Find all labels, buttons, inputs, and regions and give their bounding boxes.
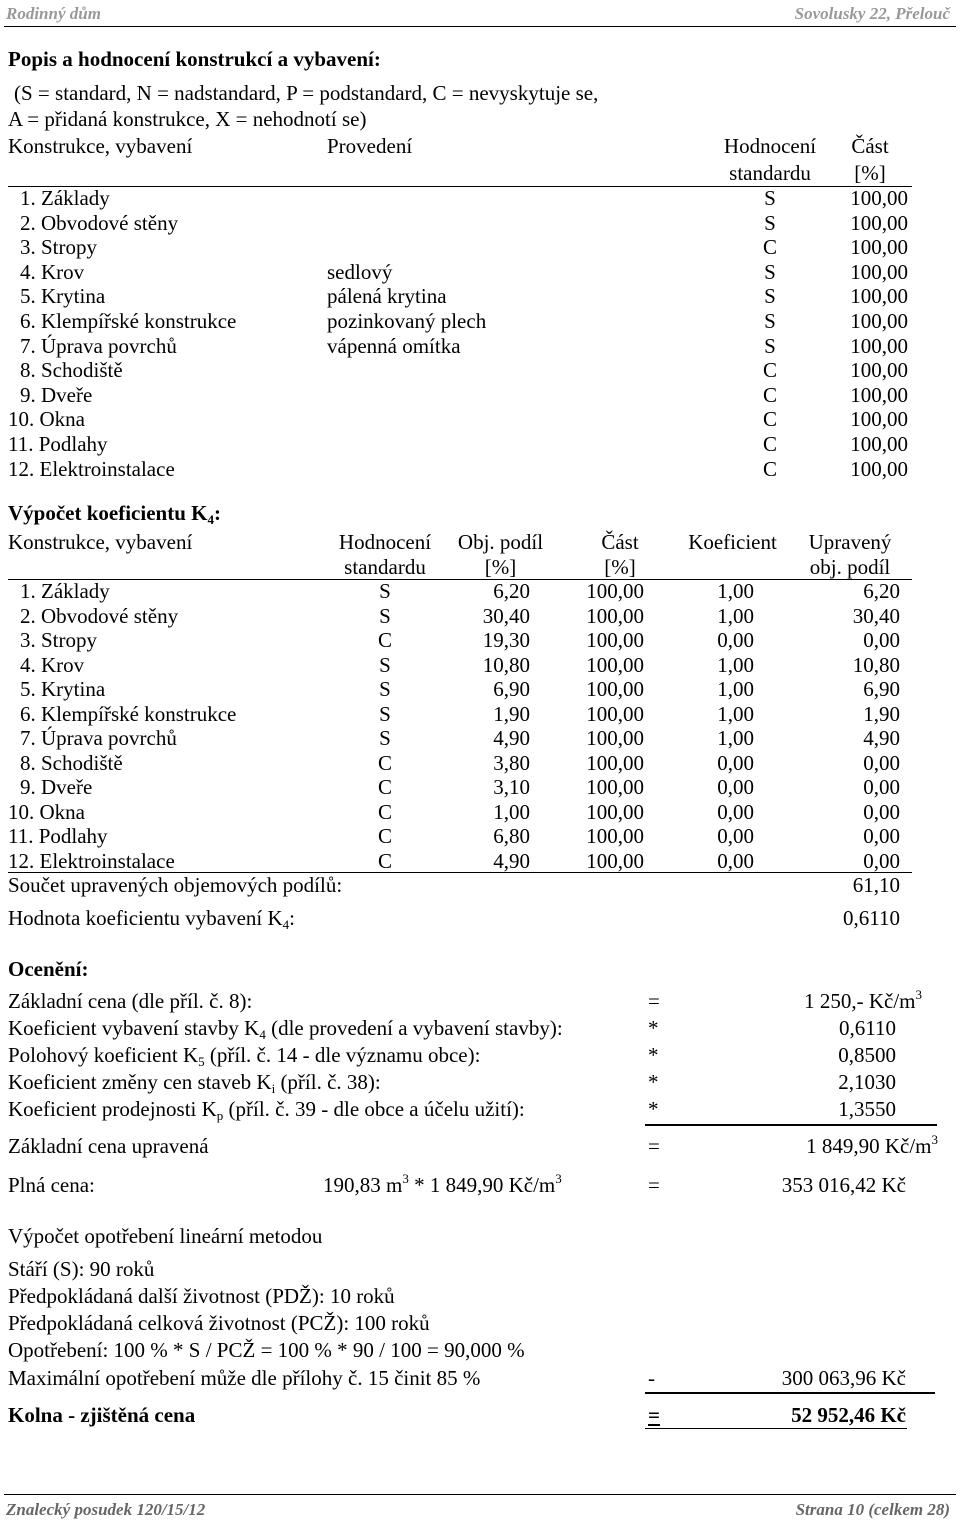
s2-row-name: 10. Okna bbox=[8, 799, 85, 824]
s1-row-cast: 100,00 bbox=[850, 432, 908, 456]
s1-row-cast: 100,00 bbox=[850, 407, 908, 432]
soucet-value: 61,10 bbox=[852, 873, 900, 897]
s1-row-hodnoceni: S bbox=[764, 309, 776, 333]
s2-row-hodnoceni: C bbox=[377, 750, 392, 775]
s1-row-hodnoceni: S bbox=[764, 259, 776, 284]
s2-row-cast: 100,00 bbox=[586, 603, 644, 628]
s2-row-name: 3. Stropy bbox=[20, 628, 98, 652]
s2-row-hodnoceni: S bbox=[379, 579, 391, 603]
s2-row-obj: 4,90 bbox=[493, 848, 530, 873]
stari-line: Stáří (S): 90 roků bbox=[8, 1257, 155, 1281]
s1-row-name: 6. Klempířské konstrukce bbox=[20, 309, 237, 333]
section2-title: Výpočet koeficientu $K_4$: bbox=[8, 501, 221, 527]
plna-calc: 190,83 $m^3 * 1$ 849,90 $Kč/m^3$ bbox=[323, 1171, 562, 1197]
section3-title: Ocenění: bbox=[8, 957, 89, 981]
s2-col-obj-1: Obj. podíl bbox=[457, 530, 544, 554]
s1-row-cast: 100,00 bbox=[850, 210, 908, 235]
s2-row-upraveny: 1,90 bbox=[863, 701, 900, 726]
s1-row-provedeni: sedlový bbox=[327, 259, 393, 284]
ki-label: Koeficient změny cen staveb $K_i$ (příl. č. 38): bbox=[8, 1070, 381, 1096]
s1-row-name: 9. Dveře bbox=[20, 382, 93, 407]
s1-row-hodnoceni: C bbox=[762, 456, 777, 481]
s2-row-hodnoceni: C bbox=[377, 775, 392, 799]
s2-row-upraveny: 0,00 bbox=[863, 848, 900, 873]
upravena-value: 1 849,90 $Kč/m^3$ bbox=[806, 1132, 938, 1158]
s2-row-upraveny: 30,40 bbox=[852, 603, 900, 628]
section1-legend-line2: A = přidaná konstrukce, X = nehodnotí se) bbox=[8, 107, 367, 131]
k5-op: * bbox=[648, 1043, 659, 1067]
s1-row-name: 11. Podlahy bbox=[8, 432, 108, 456]
pcz-line: Předpokládaná celková životnost (PCŽ): 100 roků bbox=[8, 1311, 430, 1335]
s2-row-hodnoceni: S bbox=[379, 652, 391, 677]
header-rule bbox=[4, 26, 956, 27]
kp-value: 1,3550 bbox=[838, 1097, 896, 1121]
s1-col-hodnoceni-2: standardu bbox=[729, 161, 811, 185]
s1-row-provedeni: pálená krytina bbox=[327, 284, 447, 309]
plna-label: Plná cena: bbox=[8, 1173, 95, 1197]
s2-col-cast-1: Část bbox=[601, 530, 639, 554]
s1-row-cast: 100,00 bbox=[850, 358, 908, 383]
s2-row-name: 11. Podlahy bbox=[8, 824, 108, 848]
s1-row-hodnoceni: C bbox=[762, 358, 777, 383]
final-label: Kolna - zjištěná cena bbox=[8, 1403, 196, 1427]
s1-row-hodnoceni: S bbox=[764, 210, 776, 235]
s2-row-obj: 3,80 bbox=[493, 750, 530, 775]
s2-row-hodnoceni: C bbox=[377, 799, 392, 824]
footer-rule bbox=[4, 1494, 956, 1495]
s1-row-name: 1. Základy bbox=[20, 186, 110, 210]
s2-row-koef: 0,00 bbox=[717, 824, 754, 848]
upravena-op: = bbox=[648, 1134, 660, 1158]
k4-label: Koeficient vybavení stavby $K_4$ (dle provedení a vybavení stavby): bbox=[8, 1016, 563, 1042]
ki-value: 2,1030 bbox=[838, 1070, 896, 1094]
s2-row-hodnoceni: C bbox=[377, 824, 392, 848]
s2-col-koeficient: Koeficient bbox=[688, 530, 777, 554]
final-rule bbox=[645, 1428, 907, 1429]
k4-value: 0,6110 bbox=[839, 1016, 896, 1040]
s2-row-name: 8. Schodiště bbox=[20, 750, 123, 775]
s1-row-name: 8. Schodiště bbox=[20, 358, 123, 383]
s2-row-cast: 100,00 bbox=[586, 652, 644, 677]
s1-col-provedeni: Provedení bbox=[327, 134, 413, 158]
s2-row-cast: 100,00 bbox=[586, 726, 644, 750]
s2-row-cast: 100,00 bbox=[586, 701, 644, 726]
s1-row-name: 4. Krov bbox=[20, 259, 85, 284]
s2-row-upraveny: 0,00 bbox=[863, 775, 900, 799]
s2-row-name: 2. Obvodové stěny bbox=[20, 603, 179, 628]
s1-row-name: 5. Krytina bbox=[20, 284, 106, 309]
s2-row-obj: 3,10 bbox=[493, 775, 530, 799]
s2-row-koef: 0,00 bbox=[717, 750, 754, 775]
s2-row-name: 9. Dveře bbox=[20, 775, 93, 799]
s1-row-name: 3. Stropy bbox=[20, 235, 98, 260]
zakladni-op: = bbox=[648, 989, 660, 1013]
s2-row-hodnoceni: C bbox=[377, 848, 392, 873]
s1-col-konstrukce: Konstrukce, vybavení bbox=[8, 134, 193, 158]
s2-row-upraveny: 10,80 bbox=[852, 652, 900, 677]
zakladni-label: Základní cena (dle příl. č. 8): bbox=[8, 989, 253, 1013]
max-op: - bbox=[648, 1366, 655, 1390]
s1-row-hodnoceni: S bbox=[764, 186, 776, 210]
plna-op: = bbox=[648, 1173, 660, 1197]
final-op: = bbox=[648, 1403, 660, 1427]
section1-legend-line1: (S = standard, N = nadstandard, P = podstandard, C = nevyskytuje se, bbox=[14, 81, 599, 105]
s2-row-koef: 0,00 bbox=[717, 799, 754, 824]
opotrebeni-line: Opotřebení: 100 % * S / PCŽ = 100 % * 90 / 100 = 90,000 % bbox=[8, 1338, 525, 1362]
s2-col-cast-2: [%] bbox=[604, 555, 636, 579]
s1-row-cast: 100,00 bbox=[850, 186, 908, 210]
hodnota-label: Hodnota koeficientu vybavení $K_4$: bbox=[8, 906, 296, 932]
plna-value: 353 016,42 Kč bbox=[781, 1173, 906, 1197]
kp-op: * bbox=[648, 1097, 659, 1121]
s2-row-koef: 1,00 bbox=[717, 652, 754, 677]
s1-row-hodnoceni: S bbox=[764, 284, 776, 309]
s1-row-name: 7. Úprava povrchů bbox=[20, 333, 177, 358]
zakladni-value: 1 250,- $Kč/m^3$ bbox=[804, 987, 922, 1013]
s2-col-hodnoceni-1: Hodnocení bbox=[338, 530, 432, 554]
s2-row-koef: 0,00 bbox=[717, 848, 754, 873]
s2-col-hodnoceni-2: standardu bbox=[344, 555, 426, 579]
s2-row-upraveny: 6,90 bbox=[863, 677, 900, 701]
s2-row-name: 7. Úprava povrchů bbox=[20, 726, 177, 750]
s2-col-upraveny-1: Upravený bbox=[808, 530, 892, 554]
s2-row-name: 6. Klempířské konstrukce bbox=[20, 701, 237, 726]
s2-row-name: 12. Elektroinstalace bbox=[8, 848, 175, 873]
s1-row-cast: 100,00 bbox=[850, 456, 908, 481]
s2-row-hodnoceni: S bbox=[379, 701, 391, 726]
s1-row-name: 10. Okna bbox=[8, 407, 85, 432]
s1-row-provedeni: pozinkovaný plech bbox=[327, 309, 487, 333]
s2-row-obj: 10,80 bbox=[482, 652, 530, 677]
s2-row-koef: 1,00 bbox=[717, 603, 754, 628]
s2-row-obj: 6,80 bbox=[493, 824, 530, 848]
s1-row-cast: 100,00 bbox=[850, 284, 908, 309]
s2-row-koef: 0,00 bbox=[717, 628, 754, 652]
s1-row-provedeni: vápenná omítka bbox=[327, 333, 461, 358]
s2-row-name: 4. Krov bbox=[20, 652, 85, 677]
s1-header-rule bbox=[8, 186, 912, 187]
s2-col-upraveny-2: obj. podíl bbox=[809, 555, 891, 579]
s2-row-obj: 30,40 bbox=[482, 603, 530, 628]
s2-row-hodnoceni: S bbox=[379, 677, 391, 701]
s1-row-hodnoceni: S bbox=[764, 333, 776, 358]
s2-row-name: 1. Základy bbox=[20, 579, 110, 603]
s2-row-obj: 1,90 bbox=[493, 701, 530, 726]
hodnota-value: 0,6110 bbox=[843, 906, 900, 930]
max-label: Maximální opotřebení může dle přílohy č. 15 činit 85 % bbox=[8, 1366, 481, 1390]
s1-row-cast: 100,00 bbox=[850, 259, 908, 284]
s2-row-cast: 100,00 bbox=[586, 677, 644, 701]
s2-row-hodnoceni: S bbox=[379, 603, 391, 628]
s1-row-hodnoceni: C bbox=[762, 235, 777, 260]
s1-row-hodnoceni: C bbox=[762, 382, 777, 407]
ki-op: * bbox=[648, 1070, 659, 1094]
s1-row-hodnoceni: C bbox=[762, 407, 777, 432]
s2-header-rule bbox=[8, 579, 912, 580]
s2-row-cast: 100,00 bbox=[586, 799, 644, 824]
footer-left: Znalecký posudek 120/15/12 bbox=[6, 1500, 206, 1519]
s2-row-koef: 0,00 bbox=[717, 775, 754, 799]
section4-title: Výpočet opotřebení lineární metodou bbox=[8, 1224, 323, 1248]
s1-row-name: 2. Obvodové stěny bbox=[20, 210, 179, 235]
s2-row-upraveny: 0,00 bbox=[863, 750, 900, 775]
s2-row-upraveny: 6,20 bbox=[863, 579, 900, 603]
upravena-label: Základní cena upravená bbox=[8, 1134, 209, 1158]
s2-row-obj: 1,00 bbox=[493, 799, 530, 824]
s1-row-cast: 100,00 bbox=[850, 235, 908, 260]
s2-row-koef: 1,00 bbox=[717, 579, 754, 603]
s2-row-cast: 100,00 bbox=[586, 628, 644, 652]
s2-col-konstrukce: Konstrukce, vybavení bbox=[8, 530, 193, 554]
kp-label: Koeficient prodejnosti $K_p$ (příl. č. 39 - dle obce a účelu užití): bbox=[8, 1097, 525, 1123]
s2-row-upraveny: 0,00 bbox=[863, 799, 900, 824]
s2-row-koef: 1,00 bbox=[717, 726, 754, 750]
s1-col-hodnoceni-1: Hodnocení bbox=[723, 134, 817, 158]
s2-row-cast: 100,00 bbox=[586, 579, 644, 603]
s1-col-cast-1: Část bbox=[851, 134, 889, 158]
s2-row-hodnoceni: C bbox=[377, 628, 392, 652]
s2-row-upraveny: 0,00 bbox=[863, 628, 900, 652]
s2-row-obj: 19,30 bbox=[482, 628, 530, 652]
footer-right: Strana 10 (celkem 28) bbox=[795, 1500, 950, 1519]
k5-value: 0,8500 bbox=[838, 1043, 896, 1067]
pdz-line: Předpokládaná další životnost (PDŽ): 10 roků bbox=[8, 1284, 395, 1308]
k5-label: Polohový koeficient $K_5$ (příl. č. 14 - dle významu obce): bbox=[8, 1043, 481, 1069]
s2-row-cast: 100,00 bbox=[586, 775, 644, 799]
s2-row-name: 5. Krytina bbox=[20, 677, 106, 701]
s2-row-koef: 1,00 bbox=[717, 701, 754, 726]
max-value: 300 063,96 Kč bbox=[781, 1366, 906, 1390]
s2-row-cast: 100,00 bbox=[586, 824, 644, 848]
s2-row-hodnoceni: S bbox=[379, 726, 391, 750]
s1-col-cast-2: [%] bbox=[854, 161, 886, 185]
header-right: Sovolusky 22, Přelouč bbox=[794, 4, 950, 23]
s2-row-koef: 1,00 bbox=[717, 677, 754, 701]
s1-row-hodnoceni: C bbox=[762, 432, 777, 456]
s2-row-cast: 100,00 bbox=[586, 848, 644, 873]
s1-row-cast: 100,00 bbox=[850, 309, 908, 333]
k4-op: * bbox=[648, 1016, 659, 1040]
s1-row-cast: 100,00 bbox=[850, 333, 908, 358]
final-value: 52 952,46 Kč bbox=[791, 1403, 906, 1427]
section1-title: Popis a hodnocení konstrukcí a vybavení: bbox=[8, 47, 381, 71]
s2-row-cast: 100,00 bbox=[586, 750, 644, 775]
s2-row-upraveny: 4,90 bbox=[863, 726, 900, 750]
s1-row-cast: 100,00 bbox=[850, 382, 908, 407]
s2-row-obj: 6,20 bbox=[493, 579, 530, 603]
ocenenı-rule bbox=[645, 1124, 937, 1126]
s2-col-obj-2: [%] bbox=[484, 555, 517, 579]
s2-row-obj: 4,90 bbox=[493, 726, 530, 750]
s2-row-upraveny: 0,00 bbox=[863, 824, 900, 848]
soucet-label: Součet upravených objemových podílů: bbox=[8, 873, 343, 897]
s2-row-obj: 6,90 bbox=[493, 677, 530, 701]
s1-row-name: 12. Elektroinstalace bbox=[8, 456, 175, 481]
max-rule bbox=[645, 1392, 935, 1394]
header-left: Rodinný dům bbox=[6, 4, 101, 23]
